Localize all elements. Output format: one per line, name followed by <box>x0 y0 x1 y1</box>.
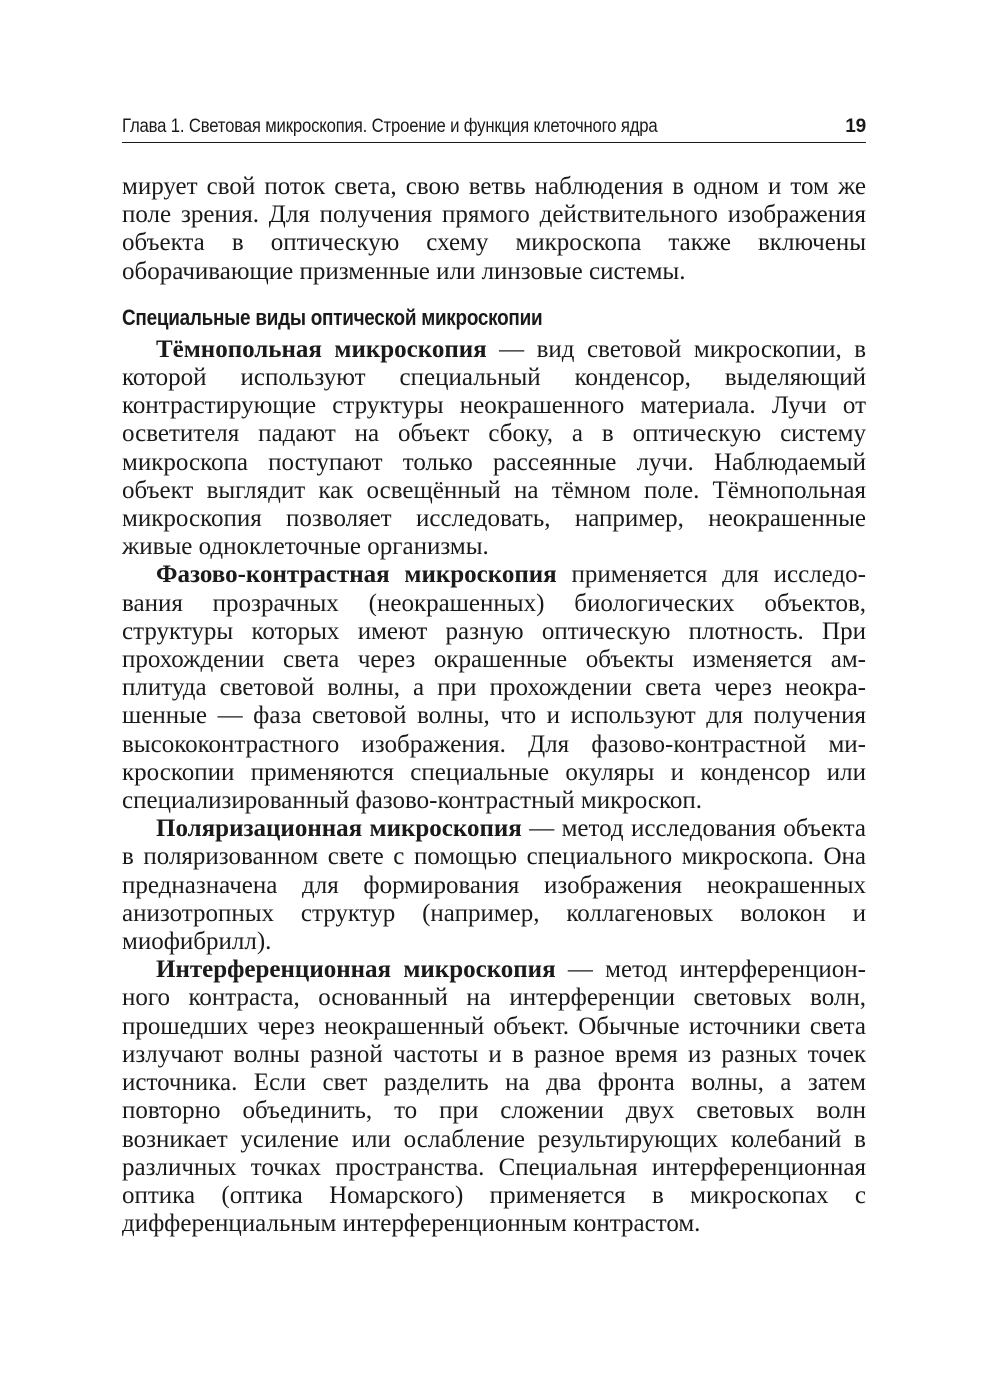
book-page <box>122 112 866 1238</box>
paragraph-text: — вид световой микроскопии, в которой используют специальный конденсор, выделяющий контрастирующие структуры неокрашенного материала. Лучи от осветителя падают на объект сбоку, а в оптическую систему микроскопа поступают только рассеянные лучи. Наблюдаемый объект выглядит как освещённый на тёмном поле. Тёмнопольная микроскопия позволяет исследовать, например, неокрашенные живые одноклеточные организмы. <box>122 335 866 561</box>
paragraph-text: — метод исследования объекта в поляризованном свете с помощью специального микроскопа. Она предназначена для формирования изображения неокрашенных анизотропных структур (например, коллагеновых волокон и миофибрилл). <box>122 815 866 956</box>
paragraph-text: применяется для исследования прозрачных (неокрашенных) биологических объектов, структуры которых имеют разную оптическую плотность. При прохождении света через окрашенные объекты изменяется амплитуда световой волны, а при прохождении света через неокрашенные — фаза световой волны, что и используют для получения высококонтрастного изображения. Для фазово-контрастной микроскопии применяются специальные окуляры и конденсор или специализированный фазово-контрастный микроскоп. <box>122 561 866 815</box>
term-polarization: Поляризационная микроскопия <box>156 815 522 843</box>
paragraph-polarization <box>122 815 866 956</box>
running-header <box>122 112 866 143</box>
term-phase-contrast: Фазово-контрастная микроскопия <box>156 561 557 589</box>
term-darkfield: Тёмнопольная микроскопия <box>156 335 487 363</box>
section-heading: Специальные виды оптической микроскопии <box>122 304 543 330</box>
paragraph-darkfield <box>122 336 866 562</box>
intro-paragraph: мирует свой поток света, свою ветвь наблюдения в одном и том же поле зрения. Для получения прямого действительного изображения объекта в оптическую схему микроскопа также включены оборачивающие призменные или линзовые системы. <box>122 173 866 285</box>
page-number: 19 <box>845 116 866 137</box>
term-interference: Интерференционная микроскопия <box>156 956 556 984</box>
chapter-title: Глава 1. Световая микроскопия. Строение и функция клеточного ядра <box>122 116 658 137</box>
paragraph-phase-contrast <box>122 561 866 815</box>
paragraph-interference <box>122 956 866 1238</box>
paragraph-text: — метод интерференционного контраста, основанный на интерференции световых волн, прошедших через неокрашенный объект. Обычные источники света излучают волны разной частоты и в разное время из разных точек источника. Если свет разделить на два фронта волны, а затем повторно объединить, то при сложении двух световых волн возникает усиление или ослабление результирующих колебаний в различных точках пространства. Специальная интерференционная оптика (оптика Номарского) применяется в микроскопах с дифференциальным интерференционным контрастом. <box>122 956 866 1238</box>
body-text <box>122 173 866 1238</box>
